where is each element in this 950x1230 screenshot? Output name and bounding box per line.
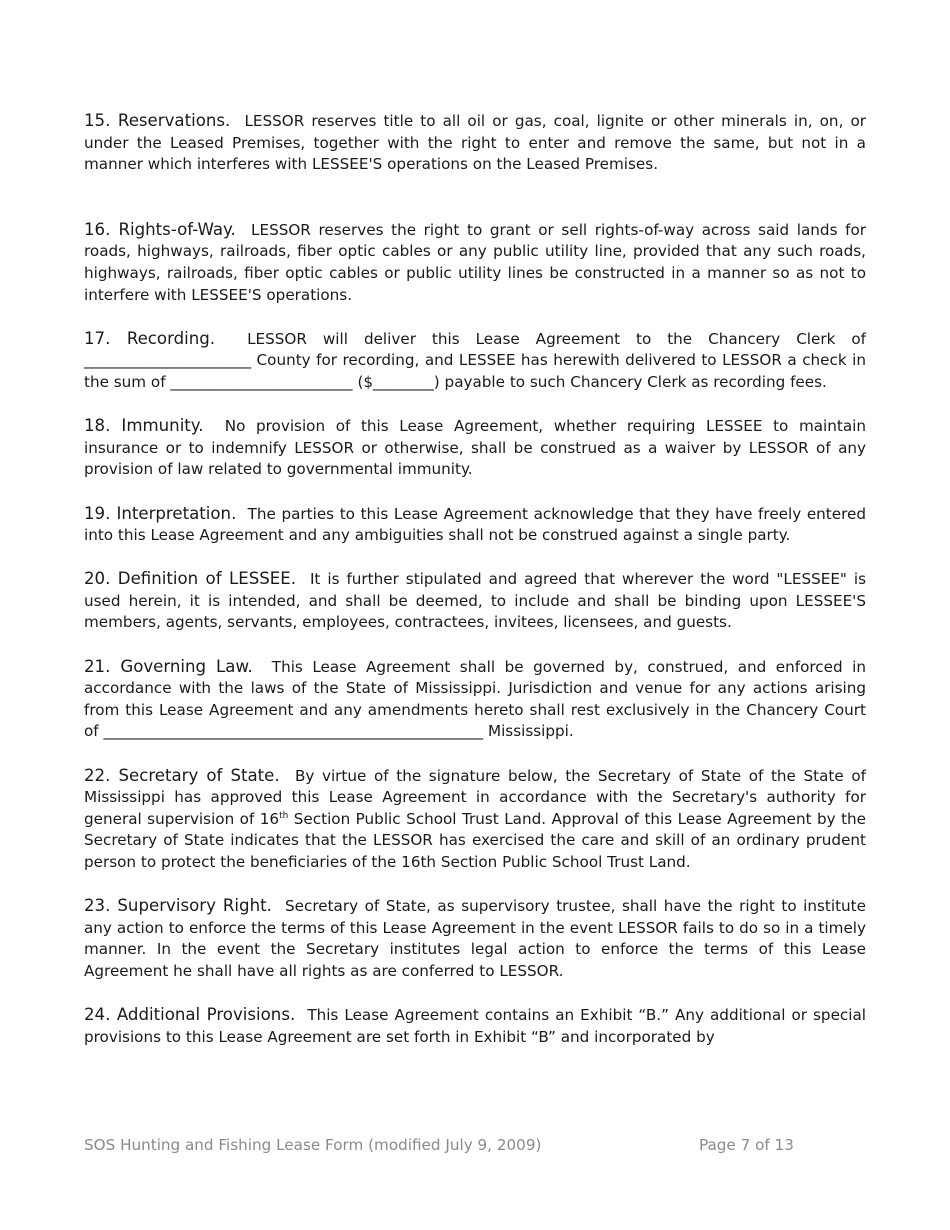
- section-19-interpretation: [84, 503, 866, 547]
- section-20-definition-of-lessee: [84, 568, 866, 634]
- footer-page-number: Page 7 of 13: [699, 1136, 794, 1154]
- document-body: [84, 110, 866, 1070]
- section-heading: 24. Additional Provisions.: [84, 1005, 296, 1025]
- footer-form-name: SOS Hunting and Fishing Lease Form (modified July 9, 2009): [84, 1136, 542, 1154]
- section-18-immunity: [84, 415, 866, 481]
- section-16-rights-of-way: [84, 219, 866, 306]
- section-text: LESSOR reserves the right to grant or sell rights-of-way across said lands for roads, highways, railroads, fiber optic cables or any public utility line, provided that any such roads, highways, railroads, fiber optic cables or public utility lines be constructed in a manner so as not to interfere with LESSEE'S operations.: [84, 220, 866, 304]
- section-text: No provision of this Lease Agreement, whether requiring LESSEE to maintain insurance or to indemnify LESSOR or otherwise, shall be construed as a waiver by LESSOR of any provision of law related to governmental immunity.: [84, 417, 866, 479]
- section-heading: 21. Governing Law.: [84, 656, 253, 676]
- section-23-supervisory-right: [84, 895, 866, 982]
- section-heading: 22. Secretary of State.: [84, 765, 280, 785]
- section-17-recording: [84, 328, 866, 394]
- section-text: LESSOR will deliver this Lease Agreement to the Chancery Clerk of ______________________ County for recording, and LESSEE has herewith delivered to LESSOR a check in the sum of ________________________ ($________) payable to such Chancery Clerk as recording fees.: [84, 329, 867, 391]
- section-heading: 18. Immunity.: [84, 416, 204, 436]
- section-text: Secretary of State, as supervisory trustee, shall have the right to institute any action to enforce the terms of this Lease Agreement in the event LESSOR fails to do so in a timely manner. In the event the Secretary institutes legal action to enforce the terms of this Lease Agreement he shall have all rights as are conferred to LESSOR.: [84, 897, 866, 980]
- section-text: This Lease Agreement contains an Exhibit “B.” Any additional or special provisions to this Lease Agreement are set forth in Exhibit “B” and incorporated by: [84, 1006, 867, 1046]
- section-text: The parties to this Lease Agreement acknowledge that they have freely entered into this Lease Agreement and any ambiguities shall not be construed against a single party.: [84, 504, 866, 545]
- section-heading: 19. Interpretation.: [84, 503, 237, 523]
- section-heading: 23. Supervisory Right.: [84, 896, 272, 916]
- ordinal-superscript: th: [279, 810, 289, 821]
- section-22-secretary-of-state: [84, 765, 866, 874]
- section-15-reservations: [84, 110, 866, 176]
- section-heading: 17. Recording.: [84, 328, 216, 348]
- section-24-additional-provisions: [84, 1004, 866, 1048]
- section-heading: 15. Reservations.: [84, 111, 231, 130]
- section-heading: 20. Definition of LESSEE.: [84, 569, 297, 589]
- section-21-governing-law: [84, 656, 866, 743]
- section-text: This Lease Agreement shall be governed by, construed, and enforced in accordance with the laws of the State of Mississippi. Jurisdiction and venue for any actions arising from this Lease Agreement and any amendments hereto shall rest exclusively in the Chancery Court of __________________________________________________ Mississippi.: [84, 657, 866, 741]
- section-text: LESSOR reserves title to all oil or gas, coal, lignite or other minerals in, on, or under the Leased Premises, together with the right to enter and remove the same, but not in a manner which interferes with LESSEE'S operations on the Leased Premises.: [84, 112, 867, 174]
- section-heading: 16. Rights-of-Way.: [84, 219, 236, 239]
- section-text: By virtue of the signature below, the Secretary of State of the State of Mississippi has approved this Lease Agreement in accordance with the Secretary's authority for general supervision of 16: [84, 766, 867, 828]
- section-text-continued: Section Public School Trust Land. Approval of this Lease Agreement by the Secretary of State indicates that the LESSOR has exercised the care and skill of an ordinary prudent person to protect the beneficiaries of the 16th Section Public School Trust Land.: [84, 809, 866, 871]
- section-text: It is further stipulated and agreed that wherever the word "LESSEE" is used herein, it is intended, and shall be deemed, to include and shall be binding upon LESSEE'S members, agents, servants, employees, contractees, invitees, licensees, and guests.: [84, 570, 867, 632]
